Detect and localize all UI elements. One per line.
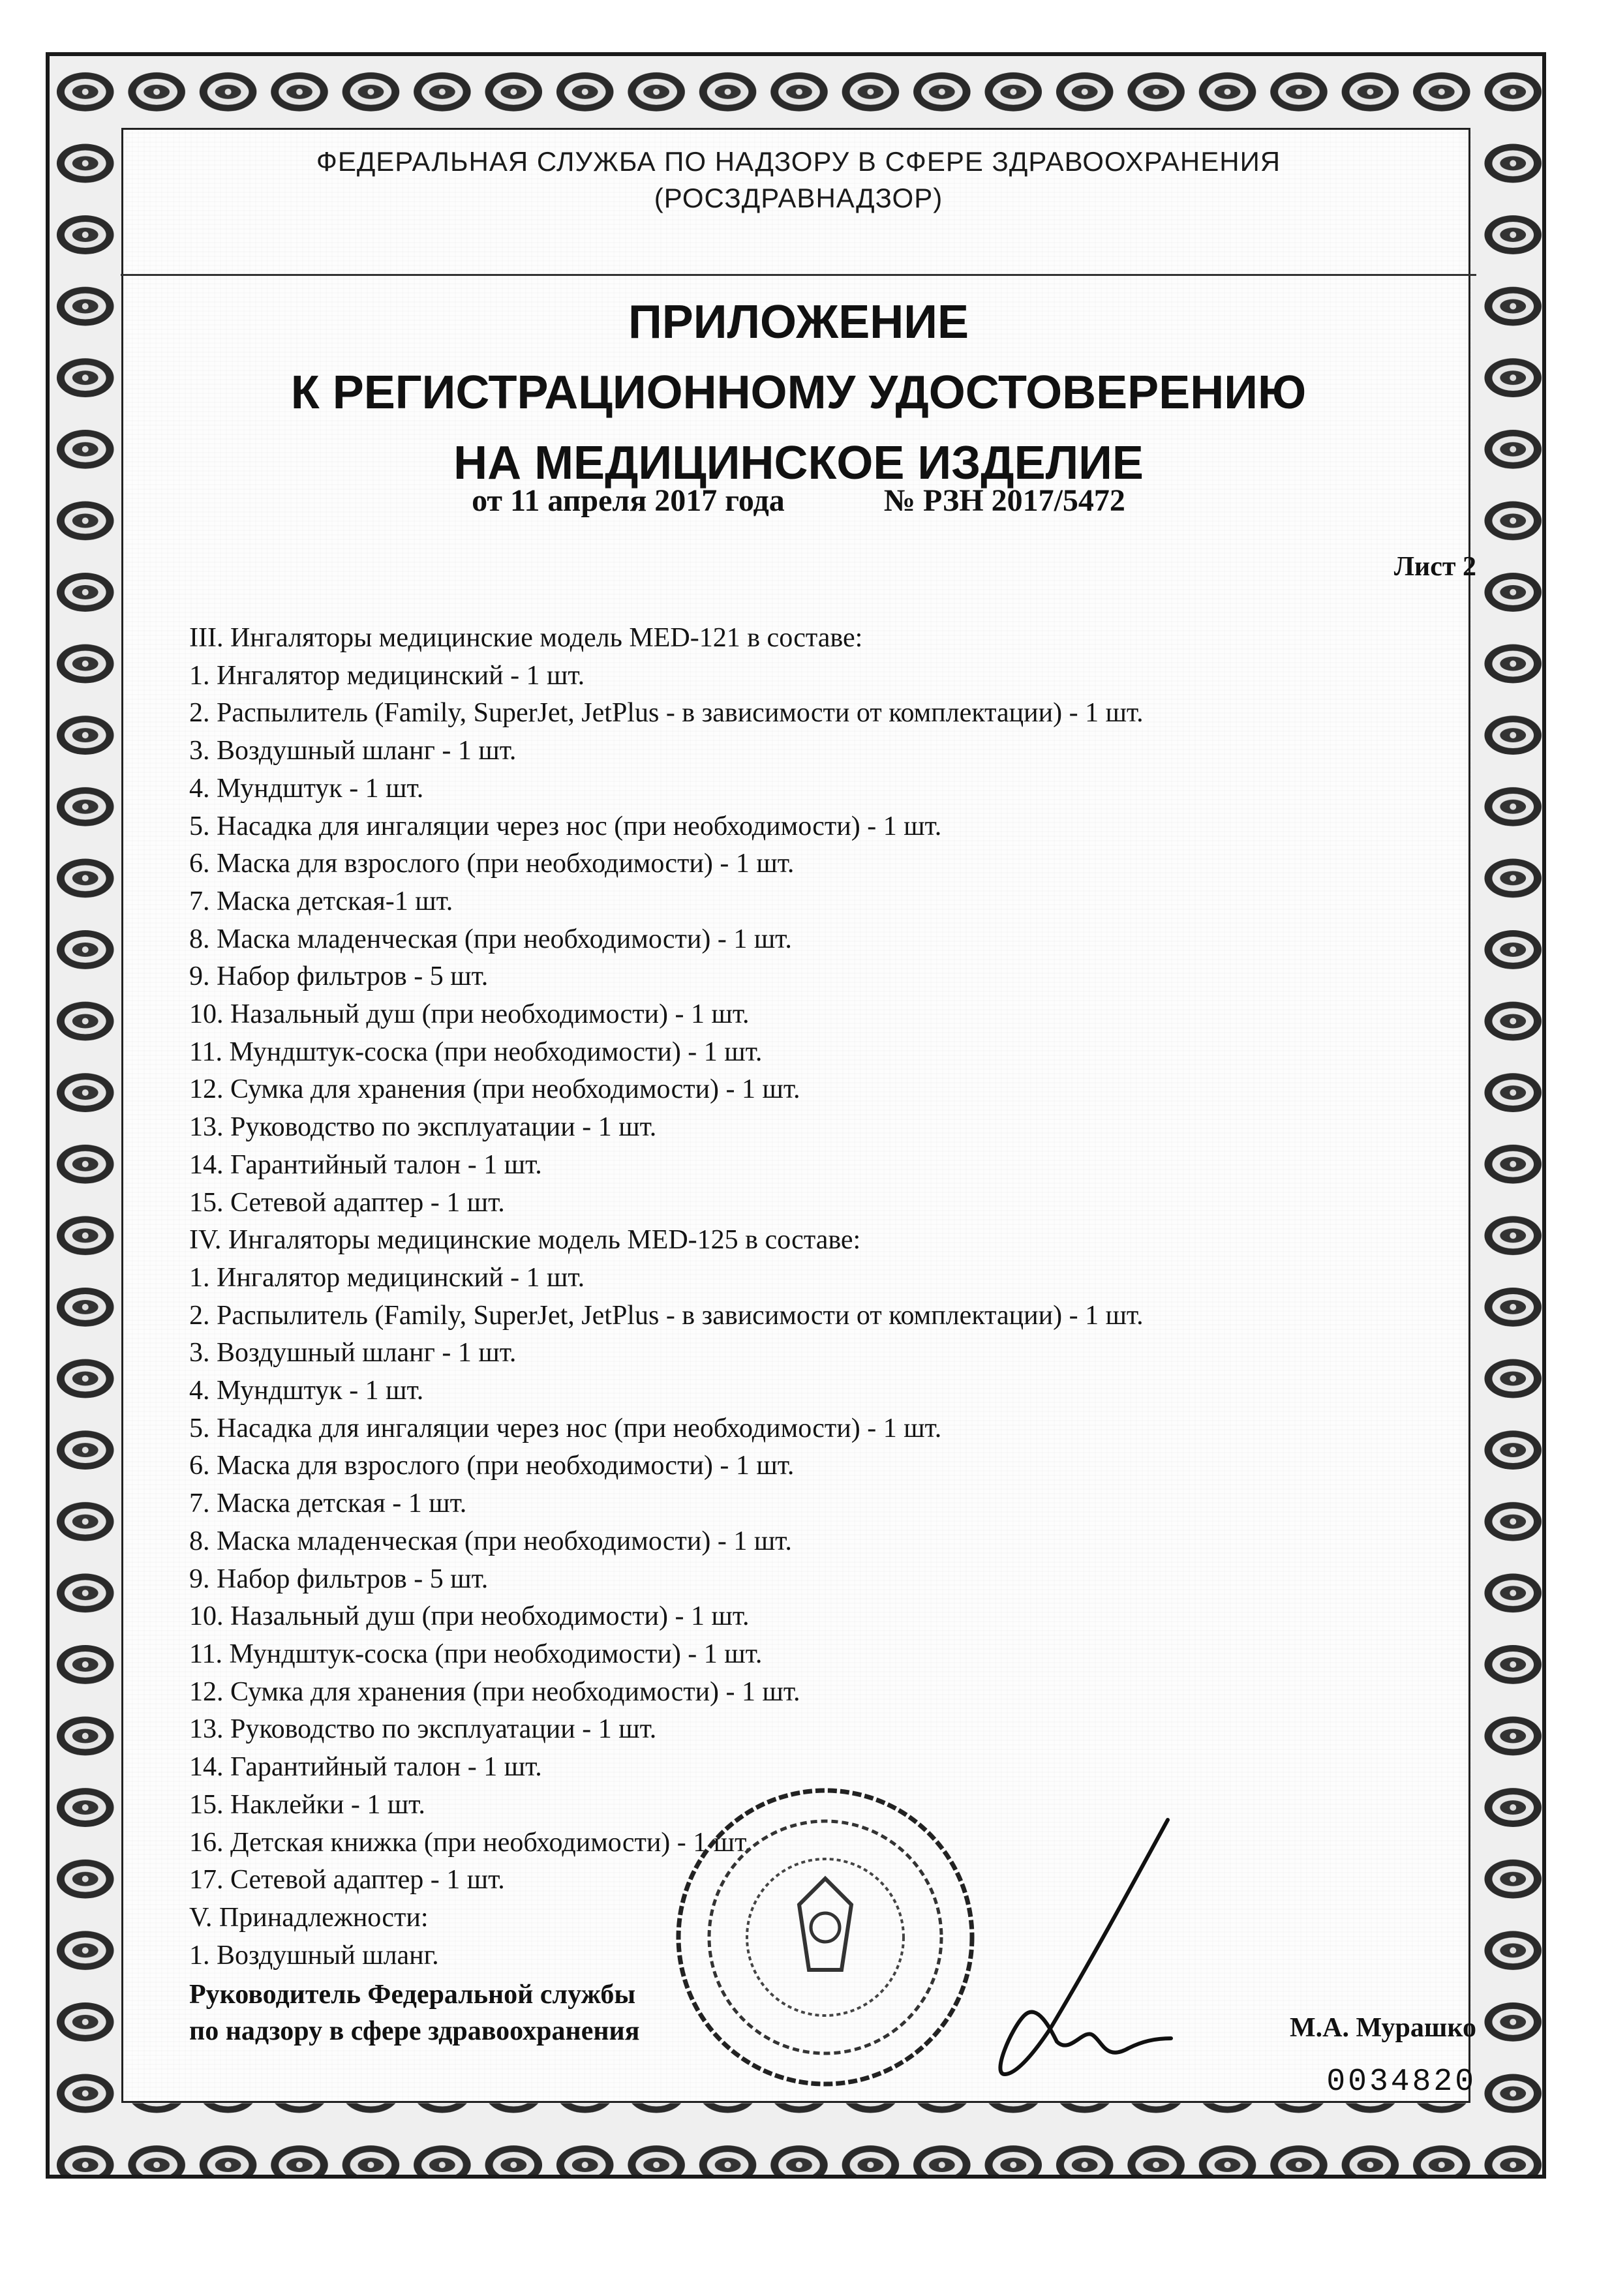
signatory-title xyxy=(189,1976,639,2049)
list-item: 5. Насадка для ингаляции через нос (при необходимости) - 1 шт. xyxy=(189,1413,942,1443)
list-item: 7. Маска детская-1 шт. xyxy=(189,886,453,916)
registration-number: № РЗН 2017/5472 xyxy=(883,483,1125,518)
document-title xyxy=(0,287,1597,498)
handwritten-signature xyxy=(959,1813,1174,2100)
official-seal xyxy=(662,1774,988,2100)
list-item: 12. Сумка для хранения (при необходимости) - 1 шт. xyxy=(189,1676,800,1707)
list-item: 8. Маска младенческая (при необходимости) - 1 шт. xyxy=(189,1526,792,1556)
list-item: 5. Насадка для ингаляции через нос (при необходимости) - 1 шт. xyxy=(189,811,942,841)
list-item: IV. Ингаляторы медицинские модель MED-125 в составе: xyxy=(189,1225,861,1256)
list-item: 2. Распылитель (Family, SuperJet, JetPlus - в зависимости от комплектации) - 1 шт. xyxy=(189,1300,1144,1331)
list-item: 10. Назальный душ (при необходимости) - 1 шт. xyxy=(189,1601,750,1632)
list-item: 9. Набор фильтров - 5 шт. xyxy=(189,1563,489,1594)
list-item: 4. Мундштук - 1 шт. xyxy=(189,773,424,804)
list-item: 8. Маска младенческая (при необходимости) - 1 шт. xyxy=(189,924,792,954)
registration-date: от 11 апреля 2017 года xyxy=(472,483,785,518)
signatory-title-line-2: по надзору в сфере здравоохранения xyxy=(189,2016,640,2046)
list-item: 1. Воздушный шланг. xyxy=(189,1940,439,1971)
list-item: 2. Распылитель (Family, SuperJet, JetPlus - в зависимости от комплектации) - 1 шт. xyxy=(189,698,1144,729)
agency-header xyxy=(0,144,1597,217)
title-line-2: К РЕГИСТРАЦИОННОМУ УДОСТОВЕРЕНИЮ xyxy=(290,367,1307,419)
list-item: 6. Маска для взрослого (при необходимости) - 1 шт. xyxy=(189,849,795,879)
list-item: 9. Набор фильтров - 5 шт. xyxy=(189,961,489,992)
list-item: 13. Руководство по эксплуатации - 1 шт. xyxy=(189,1714,657,1745)
list-item: 12. Сумка для хранения (при необходимости) - 1 шт. xyxy=(189,1074,800,1105)
list-item: 14. Гарантийный талон - 1 шт. xyxy=(189,1752,542,1783)
list-item: 13. Руководство по эксплуатации - 1 шт. xyxy=(189,1112,657,1143)
list-item: 11. Мундштук-соска (при необходимости) - 1 шт. xyxy=(189,1036,763,1067)
signatory-name: М.А. Мурашко xyxy=(1289,2013,1476,2043)
sheet-number: Лист 2 xyxy=(1393,552,1476,582)
list-item: 3. Воздушный шланг - 1 шт. xyxy=(189,1338,517,1368)
composition-list xyxy=(189,620,1429,1974)
list-item: 14. Гарантийный талон - 1 шт. xyxy=(189,1149,542,1180)
list-item: V. Принадлежности: xyxy=(189,1902,429,1933)
list-item: III. Ингаляторы медицинские модель MED-121 в составе: xyxy=(189,623,863,653)
list-item: 15. Сетевой адаптер - 1 шт. xyxy=(189,1187,505,1218)
list-item: 16. Детская книжка (при необходимости) - 1 шт. xyxy=(189,1827,752,1858)
list-item: 10. Назальный душ (при необходимости) - 1 шт. xyxy=(189,999,750,1030)
list-item: 1. Ингалятор медицинский - 1 шт. xyxy=(189,660,585,691)
list-item: 11. Мундштук-соска (при необходимости) - 1 шт. xyxy=(189,1639,763,1669)
title-line-3: НА МЕДИЦИНСКОЕ ИЗДЕЛИЕ xyxy=(453,437,1144,489)
list-item: 1. Ингалятор медицинский - 1 шт. xyxy=(189,1262,585,1293)
registration-line xyxy=(0,483,1597,519)
list-item: 17. Сетевой адаптер - 1 шт. xyxy=(189,1865,505,1896)
title-line-1: ПРИЛОЖЕНИЕ xyxy=(628,296,969,348)
list-item: 3. Воздушный шланг - 1 шт. xyxy=(189,736,517,766)
list-item: 15. Наклейки - 1 шт. xyxy=(189,1789,425,1820)
serial-number: 0034820 xyxy=(1326,2064,1476,2100)
list-item: 7. Маска детская - 1 шт. xyxy=(189,1488,467,1519)
list-item: 6. Маска для взрослого (при необходимости) - 1 шт. xyxy=(189,1451,795,1481)
header-divider xyxy=(121,274,1476,276)
agency-abbreviation: (РОСЗДРАВНАДЗОР) xyxy=(654,183,943,213)
agency-name: ФЕДЕРАЛЬНАЯ СЛУЖБА ПО НАДЗОРУ В СФЕРЕ ЗДРАВООХРАНЕНИЯ xyxy=(316,146,1281,177)
list-item: 4. Мундштук - 1 шт. xyxy=(189,1376,424,1406)
signatory-title-line-1: Руководитель Федеральной службы xyxy=(189,1980,636,2010)
